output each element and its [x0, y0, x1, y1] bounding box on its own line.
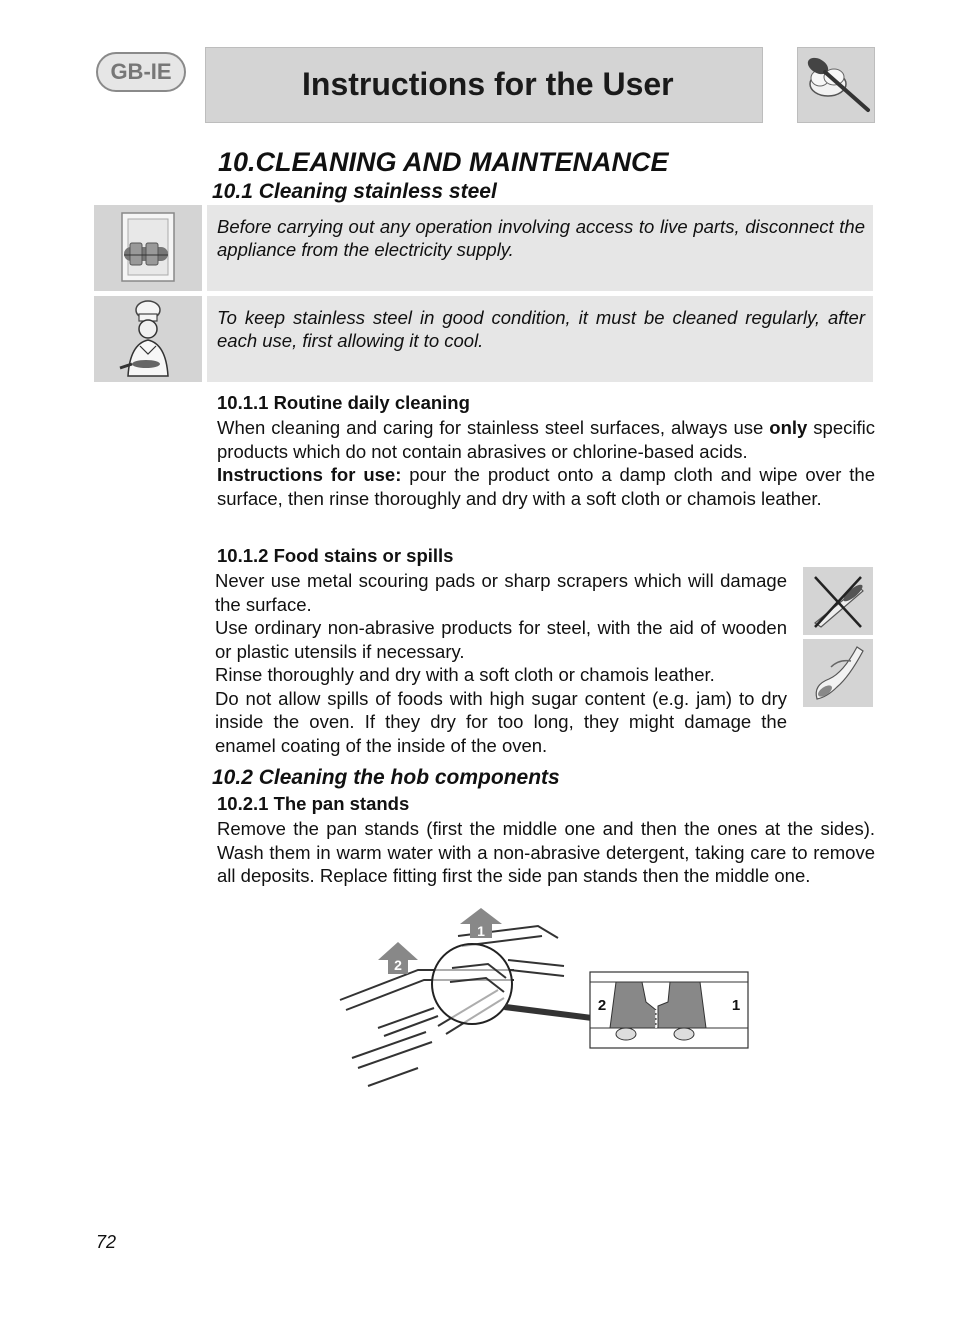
routine-p1-text: When cleaning and caring for stainless steel surfaces, always use [217, 417, 770, 438]
arrow-2-icon [378, 942, 418, 974]
food-paragraph-4: Do not allow spills of foods with high sugar content (e.g. jam) to dry inside the oven. If they dry for too long, they might damage the enamel coating of the inside of the oven. [215, 687, 787, 756]
wooden-utensils-icon [803, 639, 873, 707]
food-stains-body [215, 569, 787, 757]
care-note-stainless [207, 296, 873, 382]
detail-label-left: 2 [597, 997, 607, 1014]
pan-stands-heading: 10.2.1 The pan stands [217, 793, 410, 814]
crossed-scraper-icon [803, 567, 873, 635]
pan-stands-diagram [338, 908, 758, 1093]
routine-cleaning-heading: 10.1.1 Routine daily cleaning [217, 392, 470, 413]
pan-stands-body [217, 817, 875, 888]
routine-cleaning-body [217, 416, 875, 510]
instructions-label: Instructions for use: [217, 464, 402, 485]
subsection-heading-stainless: 10.1 Cleaning stainless steel [212, 180, 497, 203]
food-paragraph-2: Use ordinary non-abrasive products for steel, with the aid of wooden or plastic utensils if necessary. [215, 617, 787, 662]
food-stains-heading: 10.1.2 Food stains or spills [217, 545, 454, 566]
routine-paragraph-1 [217, 416, 875, 463]
warning-note-text: Before carrying out any operation involving access to live parts, disconnect the appliance from the electricity supply. [217, 216, 865, 260]
page-title: Instructions for the User [302, 66, 674, 102]
routine-p1-text-end: specific products which do not contain abrasives or chlorine-based acids. [217, 417, 875, 462]
routine-p1-emphasis: only [769, 417, 808, 438]
page-number: 72 [96, 1232, 117, 1252]
chef-icon [94, 296, 202, 382]
routine-p2-text: pour the product onto a damp cloth and wipe over the surface, then rinse thoroughly and dry with a soft cloth or chamois leather. [217, 464, 875, 509]
subsection-heading-hob: 10.2 Cleaning the hob components [212, 766, 560, 789]
routine-paragraph-2 [217, 463, 875, 510]
electrical-plug-socket-icon [94, 205, 202, 291]
language-badge: GB-IE [96, 52, 186, 92]
care-note-text: To keep stainless steel in good condition, it must be cleaned regularly, after each use, first allowing it to cool. [217, 307, 865, 351]
section-heading: 10.CLEANING AND MAINTENANCE [218, 147, 669, 177]
spoon-and-chef-hat-icon [797, 47, 875, 123]
pan-stand-detail-box [590, 972, 748, 1048]
arrow-1-label: 1 [477, 923, 485, 939]
food-paragraph-1: Never use metal scouring pads or sharp scrapers which will damage the surface. [215, 570, 787, 615]
pan-stands-paragraph: Remove the pan stands (first the middle one and then the ones at the sides). Wash them in warm water with a non-abrasive detergent, taking care to remove all deposits. Replace fitting first the side pan stands then the middle one. [217, 818, 875, 886]
detail-label-right: 1 [731, 997, 741, 1014]
food-paragraph-3: Rinse thoroughly and dry with a soft cloth or chamois leather. [215, 664, 715, 685]
arrow-2-label: 2 [394, 957, 402, 973]
warning-note-electricity [207, 205, 873, 291]
header-title-bar [205, 47, 763, 123]
